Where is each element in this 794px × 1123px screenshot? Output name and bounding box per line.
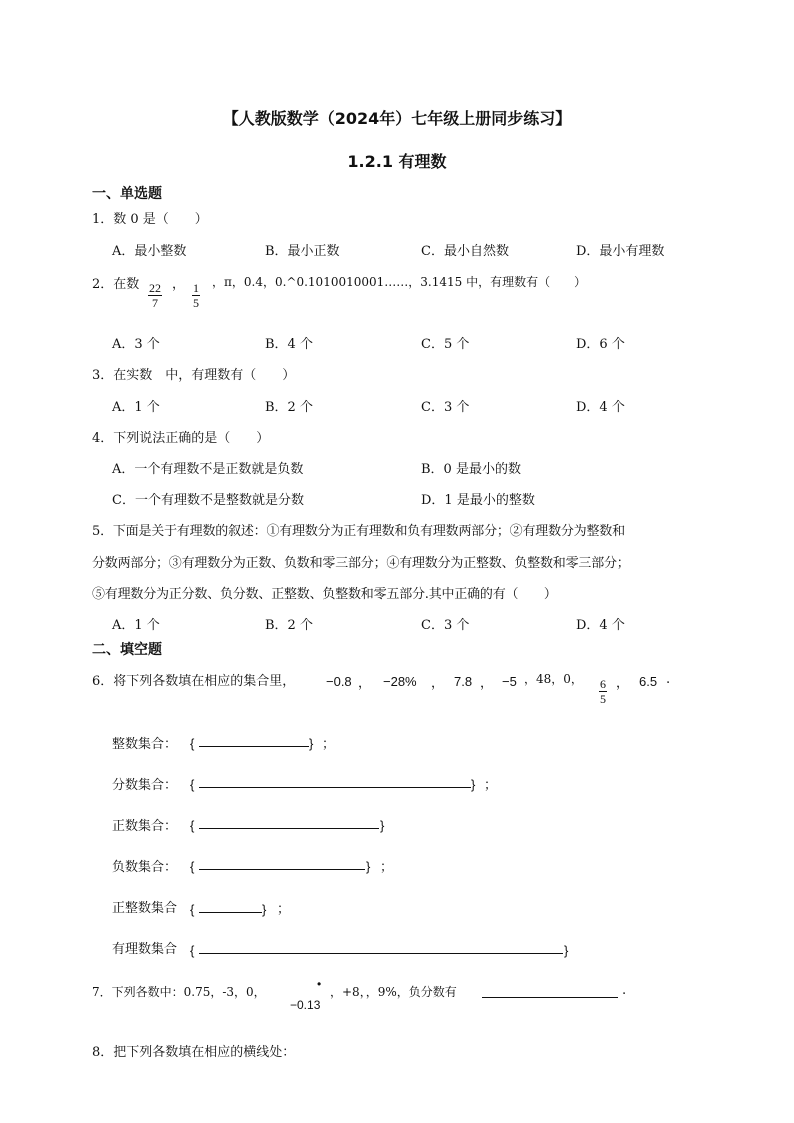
question-8-stem: 8．把下列各数填在相应的横线处：	[92, 1045, 296, 1060]
question-5-line-1: 5．下面是关于有理数的叙述：①有理数分为正有理数和负有理数两部分；②有理数分为整数和	[92, 524, 625, 539]
negative-fractions-answer-blank[interactable]	[482, 997, 618, 998]
q6-separator: ，	[480, 676, 494, 691]
question-6-stem: 6．将下列各数填在相应的集合里，	[92, 674, 296, 689]
q1-option-c: C．最小自然数	[421, 244, 509, 259]
q5-option-b: B．2 个	[265, 618, 313, 633]
set-label-fractions: 分数集合：	[112, 778, 178, 793]
positive-integers-answer-blank[interactable]	[199, 912, 262, 913]
rationals-answer-blank[interactable]	[199, 953, 563, 954]
fraction-denominator: 5	[600, 692, 606, 706]
set-tail: ；	[277, 902, 291, 917]
integers-answer-blank[interactable]	[199, 746, 309, 747]
set-label-positive: 正数集合：	[112, 819, 178, 834]
q7-number-below: −0.13	[290, 998, 321, 1012]
q2-option-c: C．5 个	[421, 337, 470, 352]
q1-option-d: D．最小有理数	[576, 244, 665, 259]
question-7-stem-start: 7．下列各数中：0.75，-3，0，	[92, 985, 266, 999]
set-label-positive-integers: 正整数集合	[112, 901, 178, 916]
q7-period: .	[622, 983, 627, 998]
q4-option-a: A．一个有理数不是正数就是负数	[112, 462, 304, 477]
q6-separator: ，	[358, 676, 372, 691]
set-tail: ；	[484, 778, 498, 793]
q3-option-c: C．3 个	[421, 400, 470, 415]
set-open-brace: {	[190, 736, 195, 751]
question-2-stem-end: ，π，0.4，0.^0.1010010001……，3.1415 中，有理数有（ ）	[212, 275, 587, 289]
question-2-stem-start: 2．在数	[92, 277, 140, 292]
section-heading-fill-blank: 二、填空题	[92, 642, 162, 658]
q6-number: −5	[502, 674, 517, 689]
q3-option-a: A．1 个	[112, 400, 160, 415]
q4-option-c: C．一个有理数不是整数就是分数	[112, 493, 304, 508]
set-tail: ；	[322, 737, 336, 752]
set-label-integers: 整数集合：	[112, 737, 178, 752]
q6-separator: ，	[431, 676, 445, 691]
q6-period: .	[666, 672, 671, 687]
set-open-brace: {	[190, 859, 195, 874]
q5-option-c: C．3 个	[421, 618, 470, 633]
set-open-brace: {	[190, 777, 195, 792]
set-close-brace: }	[366, 859, 371, 874]
set-close-brace: }	[309, 736, 314, 751]
q6-number-list: ，48，0，	[524, 672, 583, 686]
set-label-rationals: 有理数集合	[112, 942, 178, 957]
q5-option-d: D．4 个	[576, 618, 625, 633]
q2-fraction-22-7	[148, 281, 162, 310]
q7-repeating-dot: •	[317, 977, 322, 991]
section-heading-single-choice: 一、单选题	[92, 186, 162, 202]
q6-fraction-6-5	[599, 677, 607, 706]
q1-option-b: B．最小正数	[265, 244, 340, 259]
q3-option-d: D．4 个	[576, 400, 625, 415]
q6-number: −0.8	[326, 674, 352, 689]
fraction-denominator: 7	[152, 296, 158, 310]
fraction-numerator: 6	[600, 677, 606, 691]
question-1-stem: 1．数 0 是（ ）	[92, 212, 208, 227]
negative-answer-blank[interactable]	[199, 869, 365, 870]
set-open-brace: {	[190, 902, 195, 917]
q6-number: 7.8	[454, 674, 473, 689]
fraction-numerator: 22	[149, 281, 161, 295]
q2-separator: ，	[172, 277, 186, 292]
fraction-denominator: 5	[193, 296, 199, 310]
fraction-numerator: 1	[193, 281, 199, 295]
set-label-negative: 负数集合：	[112, 860, 178, 875]
set-close-brace: }	[262, 902, 267, 917]
q2-option-a: A．3 个	[112, 337, 160, 352]
q6-number: −28%	[383, 674, 417, 689]
q5-option-a: A．1 个	[112, 618, 160, 633]
q2-fraction-1-5	[192, 281, 200, 310]
set-close-brace: }	[380, 818, 385, 833]
q2-option-d: D．6 个	[576, 337, 625, 352]
question-5-line-2: 分数两部分；③有理数分为正数、负数和零三部分；④有理数分为正整数、负整数和零三部分；	[92, 556, 630, 571]
positive-answer-blank[interactable]	[199, 828, 379, 829]
q6-separator: ，	[616, 676, 630, 691]
page-title: 【人教版数学（2024年）七年级上册同步练习】	[222, 109, 572, 128]
question-7-stem-end: ，+8，，9%，负分数有	[330, 985, 457, 999]
question-3-stem: 3．在实数 中，有理数有（ ）	[92, 368, 296, 383]
page-subtitle: 1.2.1 有理数	[347, 152, 447, 171]
question-5-line-3: ⑤有理数分为正分数、负分数、正整数、负整数和零五部分.其中正确的有（ ）	[92, 587, 557, 602]
set-open-brace: {	[190, 943, 195, 958]
set-close-brace: }	[471, 777, 476, 792]
q4-option-d: D．1 是最小的整数	[421, 493, 535, 508]
q6-number: 6.5	[639, 674, 658, 689]
q1-option-a: A．最小整数	[112, 244, 187, 259]
set-close-brace: }	[564, 943, 569, 958]
set-open-brace: {	[190, 818, 195, 833]
q4-option-b: B．0 是最小的数	[421, 462, 521, 477]
fractions-answer-blank[interactable]	[199, 787, 471, 788]
question-4-stem: 4．下列说法正确的是（ ）	[92, 431, 270, 446]
q3-option-b: B．2 个	[265, 400, 313, 415]
q2-option-b: B．4 个	[265, 337, 313, 352]
set-tail: ；	[380, 860, 394, 875]
